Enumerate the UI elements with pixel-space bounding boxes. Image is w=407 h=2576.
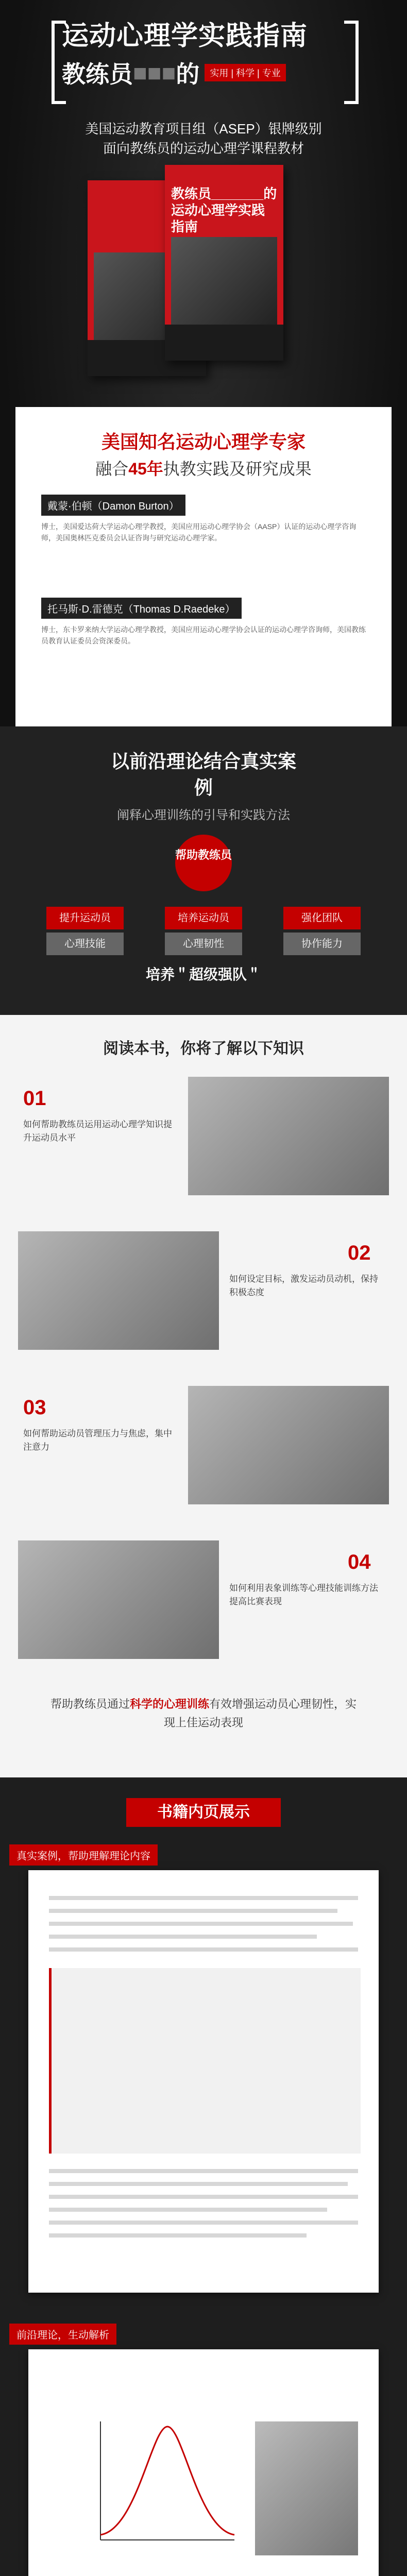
item-text: 如何帮助教练员运用运动心理学知识提升运动员水平: [23, 1120, 172, 1143]
inner-page-1: [28, 1870, 379, 2293]
inner-page-2: [28, 2349, 379, 2576]
right-bracket-decoration: [344, 21, 359, 104]
preview-tag-2: 前沿理论，生动解析: [9, 2324, 116, 2345]
list-item: [18, 1231, 389, 1355]
author-1: [41, 495, 366, 544]
item-photo: [188, 1077, 389, 1195]
item-text: 如何帮助运动员管理压力与焦虑，集中注意力: [23, 1429, 172, 1452]
features-header: [103, 747, 304, 823]
author-2-name: 托马斯·D.雷德克（Thomas D.Raedeke）: [41, 598, 242, 619]
headline: 运动心理学实践指南 教练员 ■■■ 的 实用 | 科学 | 专业: [62, 21, 345, 90]
cover-photo: [171, 237, 277, 325]
intro-subtitle: 融合45年执教实践及研究成果: [95, 460, 312, 478]
item-text: 如何设定目标，激发运动员动机，保持积极态度: [229, 1274, 378, 1297]
hero-subtitle-2: 面向教练员的运动心理学课程教材: [103, 141, 304, 156]
title-line-2: 教练员: [62, 61, 133, 88]
item-number: 04: [348, 1551, 371, 1573]
item-photo: [188, 1386, 389, 1504]
author-1-bio: 博士，美国爱达荷大学运动心理学教授，美国应用运动心理学协会（AASP）认证的运动心理学咨询师，美国奥林匹克委员会认证咨询与研究运动心理学家。: [41, 522, 357, 542]
tag-badge: 实用 | 科学 | 专业: [205, 64, 285, 81]
item-photo: [18, 1540, 219, 1659]
title-line-1: 运动心理学实践指南: [62, 21, 308, 51]
pill-1: 提升运动员: [46, 907, 124, 929]
pill-6: 协作能力: [283, 933, 361, 955]
item-photo: [18, 1231, 219, 1350]
author-1-name: 戴蒙·伯顿（Damon Burton）: [41, 495, 185, 516]
figure-chart: [85, 2411, 240, 2555]
pill-3: 强化团队: [283, 907, 361, 929]
pill-2: 培养运动员: [165, 907, 242, 929]
item-number: 02: [348, 1242, 371, 1264]
book-cover-front: [165, 165, 283, 361]
item-number: 01: [23, 1087, 46, 1110]
reading-header: 阅读本书，你将了解以下知识: [103, 1040, 304, 1057]
item-number: 03: [23, 1396, 46, 1419]
book-covers: [77, 165, 330, 381]
pill-4: 心理技能: [46, 933, 124, 955]
features-subtitle: 阐释心理训练的引导和实践方法: [117, 808, 290, 822]
item-text: 如何利用表象训练等心理技能训练方法提高比赛表现: [229, 1583, 378, 1606]
list-item: [18, 1386, 389, 1510]
author-2: [41, 598, 366, 647]
curve-figure: [85, 2411, 240, 2555]
book-title: 教练员_______的运动心理学实践指南: [171, 186, 277, 234]
help-coach-circle: 帮助教练员: [175, 835, 232, 891]
intro-title: 美国知名运动心理学专家: [101, 431, 306, 452]
closing-text: 帮助教练员通过科学的心理训练有效增强运动员心理韧性，实现上佳运动表现: [50, 1698, 357, 1729]
author-card: [15, 407, 392, 726]
preview-tag-1: 真实案例，帮助理解理论内容: [9, 1844, 158, 1866]
preview-title: 书籍内页展示: [126, 1798, 281, 1827]
author-2-bio: 博士，东卡罗来纳大学运动心理学教授，美国应用运动心理学协会认证的运动心理学咨询师，美国教练员教育认证委员会资深委员。: [41, 625, 366, 645]
reading-section: [0, 1015, 407, 1777]
list-item: [18, 1077, 389, 1200]
pill-5: 心理韧性: [165, 933, 242, 955]
list-item: [18, 1540, 389, 1664]
hero-subtitle-1: 美国运动教育项目组（ASEP）银牌级别: [85, 121, 322, 137]
goal-text: 培养＂超级强队＂: [145, 967, 261, 982]
features-title: 以前沿理论结合真实案例: [110, 751, 296, 798]
